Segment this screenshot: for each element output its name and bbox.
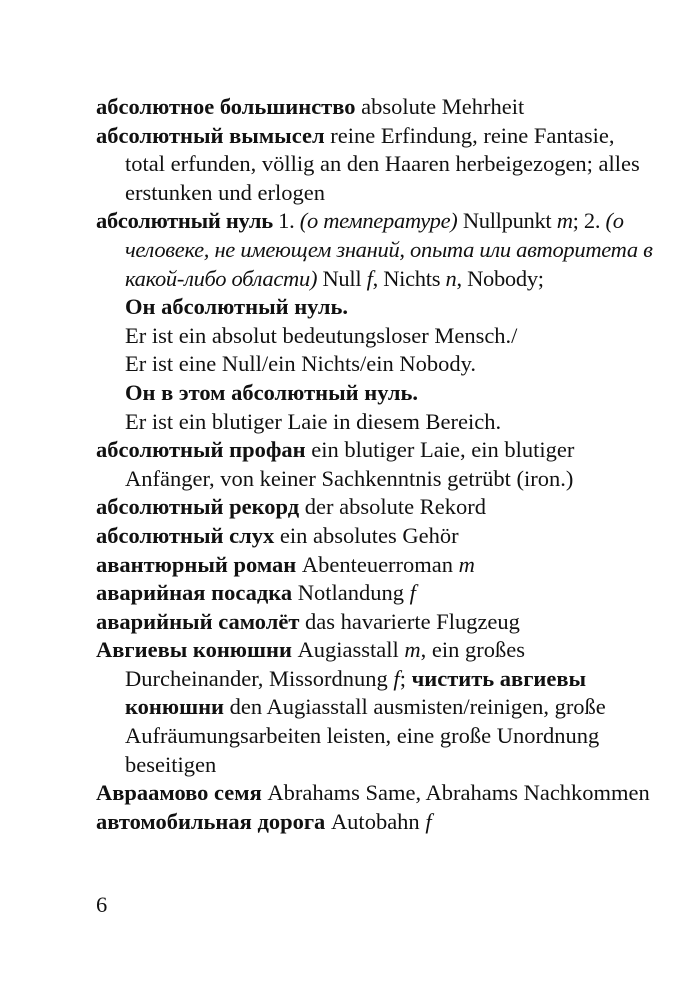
translation: das havarierte Flugzeug — [299, 608, 520, 634]
gender-marker: m — [556, 208, 573, 234]
gender-marker: m — [404, 637, 421, 663]
headword: абсолютный вымысел — [96, 122, 325, 148]
headword: авантюрный роман — [96, 551, 297, 577]
usage-note: (о температуре) — [299, 208, 458, 234]
translation: Notlandung — [292, 580, 410, 606]
entry-absolute-zero: абсолютный нуль 1. (о температуре) Nullpunkt m; 2. (о человеке, не имеющем знаний, опыта или авторитета в какой-либо области) Null f, Nichts n, Nobody; — [96, 208, 653, 291]
example-german: Er ist ein absolut bedeutungsloser Mensch./ — [125, 322, 518, 348]
gender-marker: f — [409, 580, 416, 606]
translation: der absolute Rekord — [299, 494, 486, 520]
entry-absolute-record — [96, 493, 656, 522]
entry-motorway — [96, 808, 656, 837]
headword: абсолютный нуль — [96, 208, 273, 234]
headword: аварийная посадка — [96, 580, 293, 606]
entry-augean-stables: Авгиевы конюшни Augiasstall m, ein großes Durcheinander, Missordnung f; чистить авгиевы конюшни den Augiasstall ausmisten/reinigen, große Aufräumungsarbeiten leisten, eine große Unordnung beseitigen — [96, 637, 606, 777]
gender-marker: f — [366, 265, 373, 291]
translation: reine Erfindung, reine Fantasie, total erfunden, völlig an den Haaren herbeigezogen; alles erstunken und erlogen — [125, 122, 640, 205]
usage-note: (о человеке, не имеющем знаний, опыта или авторитета в какой-либо области) — [125, 208, 653, 291]
headword: абсолютное большинство — [96, 94, 356, 119]
example-german: Er ist eine Null/ein Nichts/ein Nobody. — [125, 351, 476, 377]
example-russian: Он в этом абсолютный нуль. — [125, 379, 419, 405]
headword: Авгиевы конюшни — [96, 637, 292, 663]
translation: Abrahams Same, Abrahams Nachkommen — [261, 780, 650, 806]
entry-emergency-landing — [96, 579, 656, 608]
example-russian: Он абсолютный нуль. — [125, 294, 349, 320]
headword: Авраамово семя — [96, 780, 262, 806]
gender-marker: m — [458, 551, 475, 577]
headword: абсолютный рекорд — [96, 494, 300, 520]
entry-absolute-fiction — [96, 122, 656, 208]
translation: ein absolutes Gehör — [274, 522, 459, 548]
headword: автомобильная дорога — [96, 808, 326, 834]
entry-abrahams-seed — [96, 779, 656, 808]
gender-marker: n — [445, 265, 457, 291]
translation: Autobahn — [325, 808, 426, 834]
headword: аварийный самолёт — [96, 608, 300, 634]
gender-marker: f — [393, 665, 400, 691]
translation: ein blutiger Laie, ein blutiger Anfänger, von keiner Sachkenntnis getrübt (iron.) — [125, 437, 575, 491]
headword: абсолютный слух — [96, 522, 275, 548]
headword: абсолютный профан — [96, 437, 306, 463]
entry-absolute-layman — [96, 436, 656, 493]
entry-absolute-majority — [96, 93, 656, 122]
dictionary-page — [96, 93, 656, 836]
entry-damaged-airplane — [96, 608, 656, 637]
translation: absolute Mehrheit — [355, 94, 525, 119]
gender-marker: f — [425, 808, 432, 834]
page-number: 6 — [96, 892, 108, 917]
translation: Abenteuerroman — [296, 551, 459, 577]
example-german: Er ist ein blutiger Laie in diesem Bereich. — [125, 408, 502, 434]
sub-headword: чистить авгиевы конюшни — [125, 665, 587, 720]
entry-adventure-novel — [96, 551, 656, 580]
entry-absolute-pitch — [96, 522, 656, 551]
